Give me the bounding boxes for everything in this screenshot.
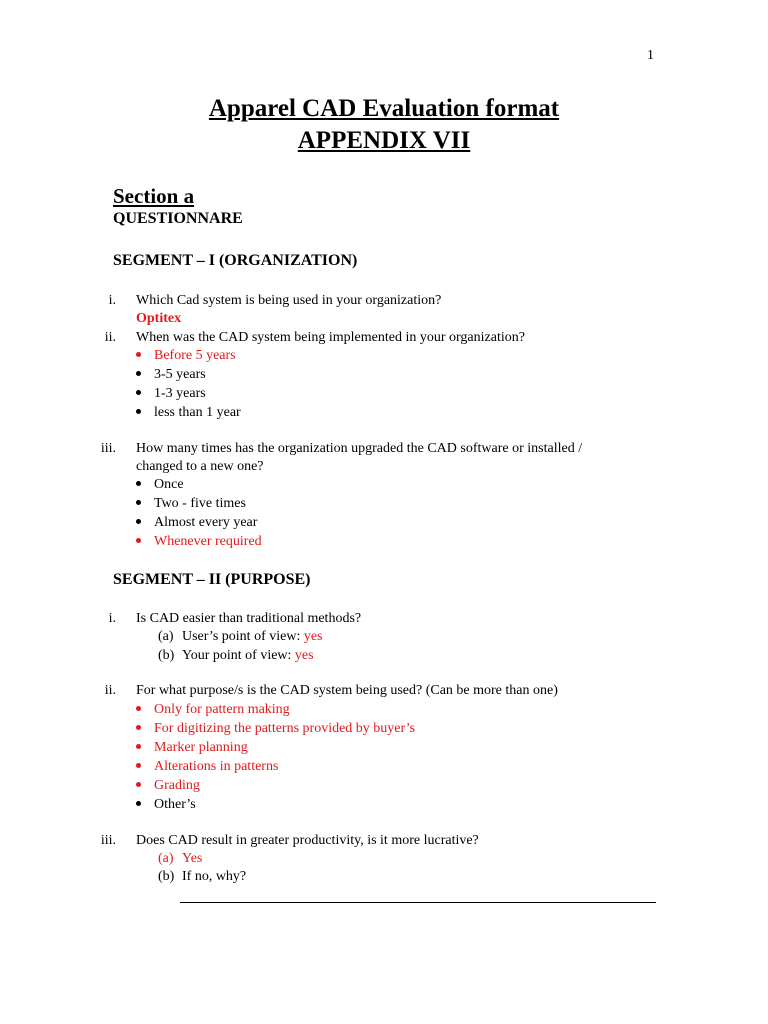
bullet-icon (136, 782, 141, 787)
option-item (136, 477, 184, 493)
option-label: For digitizing the patterns provided by buyer’s (154, 721, 416, 736)
option-label: Almost every year (154, 515, 258, 530)
segment-1-heading: SEGMENT – I (ORGANIZATION) (113, 252, 358, 269)
bullet-icon (136, 500, 141, 505)
option-label: Grading (154, 778, 200, 793)
question-number: iii. (100, 441, 116, 456)
bullet-icon (136, 519, 141, 524)
bullet-icon (136, 371, 141, 376)
question-number: iii. (100, 833, 116, 848)
option-item (136, 534, 262, 550)
sub-answer-label: (b) (158, 869, 175, 884)
sub-answer (158, 851, 202, 867)
bullet-icon (136, 744, 141, 749)
bullet-icon (136, 481, 141, 486)
question-text: Does CAD result in greater productivity, is it more lucrative? (136, 833, 479, 848)
option-label: 3-5 years (154, 367, 206, 382)
sub-answer-label: (b) (158, 648, 175, 663)
document-title: Apparel CAD Evaluation format (208, 95, 560, 122)
bullet-icon (136, 706, 141, 711)
sub-answer-text: User’s point of view: (182, 629, 301, 644)
option-item (136, 778, 200, 794)
answer-text: Optitex (136, 311, 182, 326)
sub-answer (158, 869, 246, 885)
option-label: Alterations in patterns (154, 759, 279, 774)
sub-answer (158, 629, 323, 645)
bullet-icon (136, 538, 141, 543)
option-item (136, 740, 248, 756)
option-label: Marker planning (154, 740, 248, 755)
question-text: How many times has the organization upgraded the CAD software or installed / (136, 441, 583, 456)
question-text: Which Cad system is being used in your organization? (136, 293, 442, 308)
bullet-icon (136, 801, 141, 806)
bullet-icon (136, 352, 141, 357)
sub-answer (158, 648, 314, 664)
bullet-icon (136, 390, 141, 395)
question-text-continued: changed to a new one? (136, 459, 264, 474)
option-item (136, 496, 246, 512)
option-item (136, 797, 196, 813)
appendix-title: APPENDIX VII (297, 127, 471, 154)
page-number: 1 (647, 48, 654, 63)
option-item (136, 405, 241, 421)
question-text: When was the CAD system being implemented in your organization? (136, 330, 525, 345)
option-label: Only for pattern making (154, 702, 290, 717)
option-label: Once (154, 477, 184, 492)
option-label: 1-3 years (154, 386, 206, 401)
option-item (136, 367, 206, 383)
option-label: Before 5 years (154, 348, 236, 363)
answer-text: yes (294, 648, 314, 663)
sub-answer-label: (a) (158, 851, 174, 866)
option-label: Whenever required (154, 534, 262, 549)
question-number: i. (108, 293, 116, 308)
bullet-icon (136, 763, 141, 768)
question-number: ii. (104, 330, 116, 345)
bullet-icon (136, 725, 141, 730)
option-label: Other’s (154, 797, 196, 812)
segment-2-heading: SEGMENT – II (PURPOSE) (113, 571, 311, 588)
answer-line (180, 902, 656, 903)
option-item (136, 386, 206, 402)
option-item (136, 515, 257, 531)
sub-answer-text: Your point of view: (182, 648, 292, 663)
option-item (136, 702, 290, 718)
option-label: less than 1 year (154, 405, 241, 420)
sub-answer-text: If no, why? (182, 869, 247, 884)
sub-answer-text: Yes (182, 851, 203, 866)
question-text: Is CAD easier than traditional methods? (136, 611, 362, 626)
option-item (136, 759, 278, 775)
questionnaire-label: QUESTIONNARE (113, 210, 243, 227)
option-label: Two - five times (154, 496, 246, 511)
question-number: ii. (104, 683, 116, 698)
question-text: For what purpose/s is the CAD system being used? (Can be more than one) (136, 683, 558, 698)
option-item (136, 348, 236, 364)
option-item (136, 721, 415, 737)
question-number: i. (108, 611, 116, 626)
sub-answer-label: (a) (158, 629, 174, 644)
answer-text: yes (303, 629, 323, 644)
section-title: Section a (113, 184, 195, 208)
bullet-icon (136, 409, 141, 414)
